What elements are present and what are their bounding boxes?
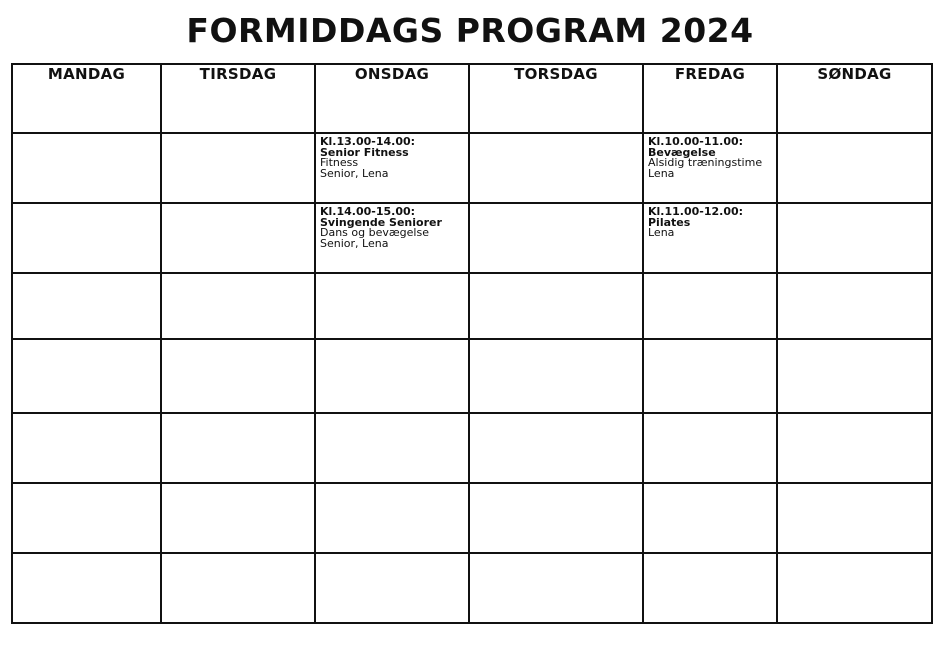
schedule-cell-wednesday (315, 553, 469, 623)
schedule-cell-monday (12, 133, 161, 203)
schedule-cell-thursday (469, 273, 643, 339)
schedule-cell-friday (643, 553, 777, 623)
schedule-cell-tuesday (161, 553, 315, 623)
schedule-cell-thursday (469, 553, 643, 623)
schedule-cell-tuesday (161, 339, 315, 413)
schedule-cell-monday (12, 553, 161, 623)
schedule-cell-monday (12, 273, 161, 339)
table-row (12, 203, 932, 273)
page-title: FORMIDDAGS PROGRAM 2024 (186, 11, 754, 50)
day-header-thursday: TORSDAG (469, 64, 643, 133)
class-name: Senior Fitness (320, 145, 409, 159)
day-header-friday: FREDAG (643, 64, 777, 133)
table-row (12, 553, 932, 623)
schedule-cell-friday (643, 339, 777, 413)
class-detail: Lena (648, 166, 675, 180)
class-time: Kl.11.00-12.00: (648, 205, 744, 218)
schedule-cell-thursday (469, 203, 643, 273)
schedule-cell-thursday (469, 133, 643, 203)
schedule-cell-tuesday (161, 203, 315, 273)
schedule-cell-sunday (777, 273, 932, 339)
schedule-cell-friday (643, 483, 777, 553)
schedule-cell-wednesday (315, 203, 469, 273)
schedule-cell-wednesday (315, 413, 469, 483)
schedule-cell-wednesday (315, 339, 469, 413)
schedule-body (12, 133, 932, 623)
class-entry (644, 204, 776, 239)
schedule-cell-sunday (777, 203, 932, 273)
table-row (12, 483, 932, 553)
schedule-cell-thursday (469, 483, 643, 553)
schedule-cell-tuesday (161, 483, 315, 553)
schedule-cell-sunday (777, 133, 932, 203)
schedule-cell-wednesday (315, 273, 469, 339)
schedule-cell-friday (643, 273, 777, 339)
class-entry (644, 134, 776, 179)
schedule-cell-monday (12, 483, 161, 553)
schedule-cell-thursday (469, 339, 643, 413)
class-time: Kl.14.00-15.00: (320, 205, 416, 218)
schedule-cell-sunday (777, 413, 932, 483)
schedule-cell-monday (12, 413, 161, 483)
schedule-cell-wednesday (315, 133, 469, 203)
header-row (12, 64, 932, 133)
schedule-cell-tuesday (161, 273, 315, 339)
day-header-tuesday: TIRSDAG (161, 64, 315, 133)
class-detail: Fitness (320, 156, 359, 169)
schedule-table (11, 63, 933, 624)
day-header-wednesday: ONSDAG (315, 64, 469, 133)
class-time: Kl.13.00-14.00: (320, 135, 416, 148)
schedule-cell-wednesday (315, 483, 469, 553)
class-entry (316, 204, 468, 249)
schedule-cell-tuesday (161, 413, 315, 483)
schedule-cell-friday (643, 203, 777, 273)
class-detail: Lena (648, 226, 675, 239)
class-entry (316, 134, 468, 179)
schedule-cell-monday (12, 339, 161, 413)
day-header-monday: MANDAG (12, 64, 161, 133)
class-name: Svingende Seniorer (320, 215, 442, 229)
schedule-cell-tuesday (161, 133, 315, 203)
schedule-cell-friday (643, 133, 777, 203)
class-detail: Dans og bevægelse (320, 226, 429, 239)
schedule-cell-sunday (777, 553, 932, 623)
schedule-cell-thursday (469, 413, 643, 483)
class-name: Pilates (648, 215, 691, 229)
schedule-cell-sunday (777, 483, 932, 553)
day-header-sunday: SØNDAG (777, 64, 932, 133)
schedule-cell-friday (643, 413, 777, 483)
table-row (12, 273, 932, 339)
table-row (12, 339, 932, 413)
class-detail: Senior, Lena (320, 166, 389, 180)
class-name: Bevægelse (648, 145, 716, 159)
table-row (12, 133, 932, 203)
class-detail: Alsidig træningstime (648, 156, 763, 169)
table-row (12, 413, 932, 483)
class-detail: Senior, Lena (320, 236, 389, 250)
schedule-cell-monday (12, 203, 161, 273)
schedule-cell-sunday (777, 339, 932, 413)
class-time: Kl.10.00-11.00: (648, 135, 744, 148)
